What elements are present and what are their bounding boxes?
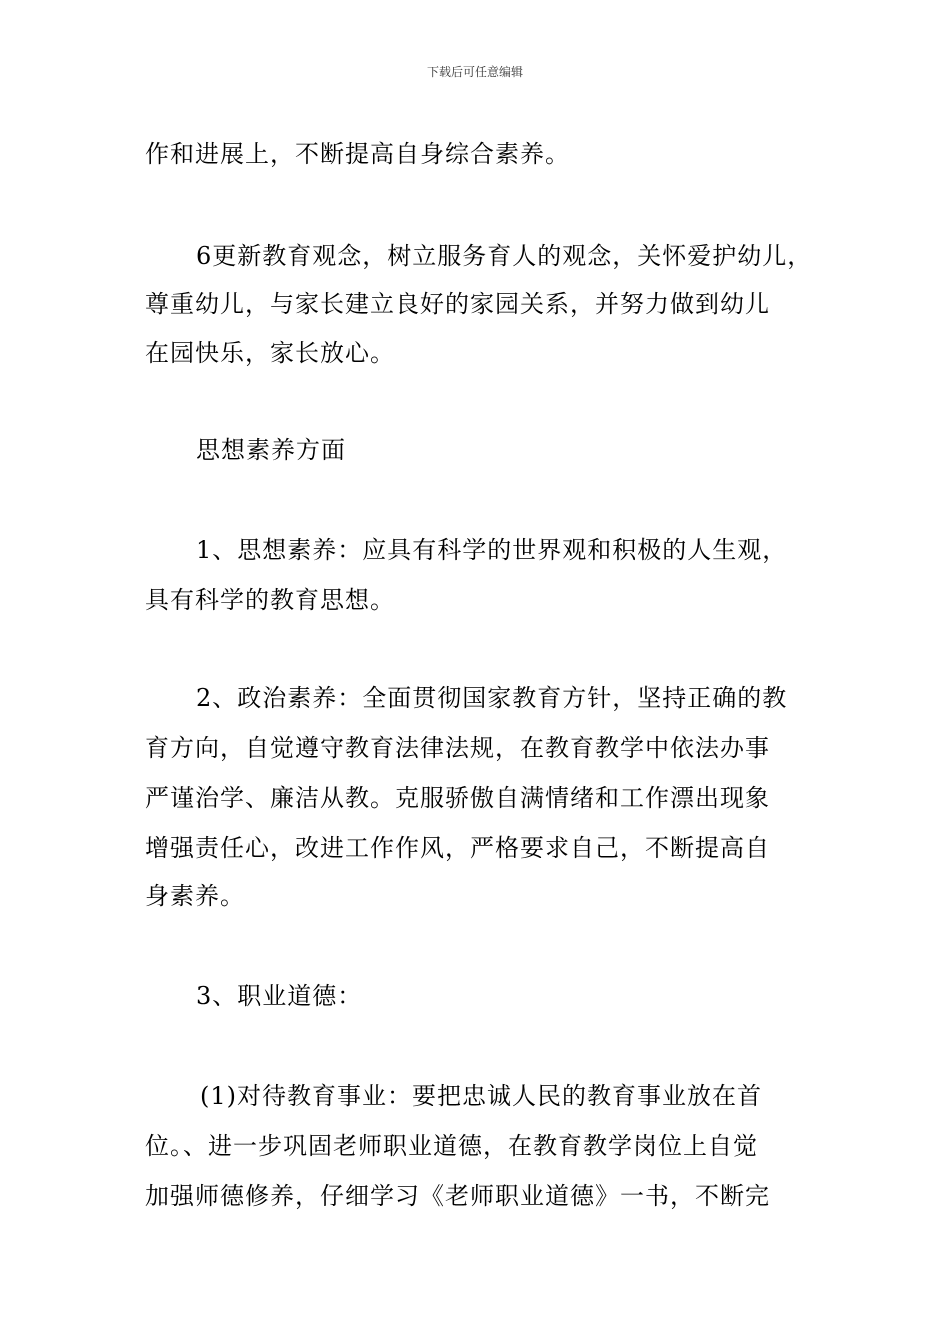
section-heading: 思想素养方面	[196, 436, 346, 464]
paragraph-7-line-1: (1)对待教育事业：要把忠诚人民的教育事业放在首	[200, 1082, 762, 1110]
paragraph-5-line-3: 严谨治学、廉洁从教。克服骄傲自满情绪和工作漂出现象	[145, 784, 770, 812]
paragraph-4-line-1: 1、思想素养：应具有科学的世界观和积极的人生观，	[196, 536, 788, 564]
paragraph-6-line-1: 3、职业道德：	[196, 982, 363, 1010]
paragraph-1-line-1: 作和进展上，不断提高自身综合素养。	[145, 140, 570, 168]
paragraph-5-line-5: 身素养。	[145, 882, 245, 910]
paragraph-4-line-2: 具有科学的教育思想。	[145, 586, 395, 614]
paragraph-2-line-3: 在园快乐，家长放心。	[145, 339, 395, 367]
paragraph-7-line-3: 加强师德修养，仔细学习《老师职业道德》一书，不断完	[145, 1182, 770, 1210]
paragraph-2-line-1: 6更新教育观念，树立服务育人的观念，关怀爱护幼儿，	[196, 242, 813, 270]
page-header-note: 下载后可任意编辑	[426, 65, 523, 79]
paragraph-5-line-1: 2、政治素养：全面贯彻国家教育方针，坚持正确的教	[196, 684, 788, 712]
paragraph-2-line-2: 尊重幼儿，与家长建立良好的家园关系，并努力做到幼儿	[145, 290, 770, 318]
paragraph-7-line-2: 位。、进一步巩固老师职业道德，在教育教学岗位上自觉	[145, 1132, 758, 1160]
paragraph-5-line-4: 增强责任心，改进工作作风，严格要求自己，不断提高自	[145, 834, 770, 862]
paragraph-5-line-2: 育方向，自觉遵守教育法律法规，在教育教学中依法办事	[145, 734, 770, 762]
